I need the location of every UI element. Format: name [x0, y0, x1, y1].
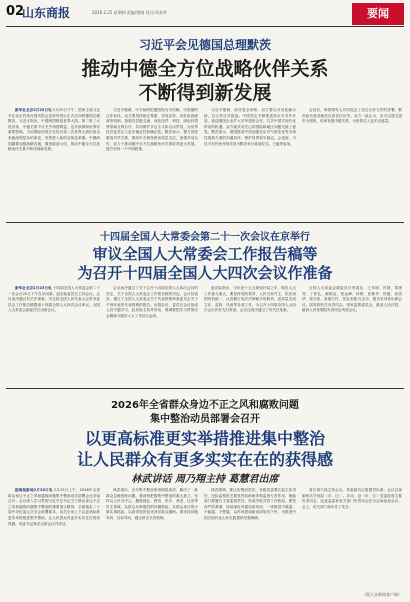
article3-col2-text: 林武指出，去年集中整治取得明显成效，解决了一批群众急难愁盼问题。要深刻把握集中整治的重大意义，坚持以人民为中心，聚焦就业、教育、医疗、养老、住房等民生领域，从群众反映强烈的问题抓起，从群众身边的小事实事抓起，以看得见的变化回应群众期盼。要坚持问题导向、目标导向，健全常态长效机制。	[106, 488, 198, 520]
article1-column-4	[302, 108, 402, 216]
article1-headline-line2: 不断得到新发展	[138, 82, 272, 104]
article3-column-1	[8, 488, 100, 592]
article2-kicker: 十四届全国人大常委会第二十一次会议在京举行	[100, 232, 310, 243]
article2-col3-text: 赵乐际指出，今年是十五五规划开局之年，做好人大工作意义重大。要坚持党的领导、人民当家作主、依法治国有机统一，认真履行宪法法律赋予的职责，高质量完成立法、监督、代表等各项工作，为召开十四届全国人大四次会议作好充分准备。会议还表决通过了有关任免案。	[204, 286, 296, 313]
article1-column-1	[8, 108, 100, 216]
masthead-rule	[6, 26, 404, 27]
article3-credit: （据大众新闻客户端）	[362, 592, 402, 597]
masthead	[6, 3, 404, 25]
article1-column-3	[204, 108, 296, 216]
article1-rule	[6, 222, 404, 223]
article2-headline-line2: 为召开十四届全国人大四次会议作准备	[77, 264, 333, 282]
article1-col4-text: 会谈后，两国领导人共同见证了双边合作文件的签署。默茨此访是其就任以来首次访华。双方一致认为，应当以建交周年为契机，传承发展中德关系，为世界注入更多正能量。	[302, 108, 402, 124]
article2-col4-text: 全国人大常委会副委员长李鸿忠、王东明、肖捷、郑建邦、丁仲礼、郝明金、蔡达峰、何维、武维华、铁凝、彭清华、张庆伟、洛桑江村、雪克来提·扎克尔，秘书长刘奇出席会议。国务院有关负责同志，国家监察委员会、最高人民法院、最高人民检察院负责同志列席会议。	[302, 286, 402, 313]
article1-col2-text: 习近平强调，中方始终把德国视为可信赖、可预期的合作伙伴。双方要坚持相互尊重、求同存异，用好政府磋商等机制，加强各层级交流，深化经贸、科技、绿色转型等领域互利合作，共同维护多边主义和自由贸易，为世界经济复苏注入更多稳定性和确定性。默茨表示，德方高度重视对华关系，愿同中方保持密切高层交往，加强对话合作，致力于推动德中全方位战略伙伴关系取得更大发展。德方坚持一个中国政策。	[106, 108, 198, 152]
article3-col3-text: 林武强调，要压实整治责任，各级党委要扛起主体责任，纪检监察机关要发挥协助职责和监督专责作用，职能部门要履行主管监管责任，形成齐抓共管工作格局。要坚持严的基调，持续深化风腐同查同治，一体推进不敢腐、不能腐、不想腐，以作风建设新成效取信于民，为推进中国式现代化山东实践提供坚强保障。	[204, 488, 296, 520]
article1-column-2	[106, 108, 198, 216]
article2-dateline: 新华社北京2月25日电	[15, 286, 52, 290]
article2-col1-text: 十四届全国人大常委会第二十一次会议25日下午在京闭幕。赵乐际委员长主持会议。会议表决通过有关法律案，决定将全国人民代表大会常务委员会工作报告稿提请十四届全国人大四次会议审议。全国人大常委会副委员长出席会议。	[8, 286, 100, 313]
article3-column-2	[106, 488, 198, 592]
section-tag: 要闻	[352, 3, 404, 25]
article3-column-3	[204, 488, 296, 592]
article1-col3-text: 习近平强调，面对复杂形势，双方要以对话化解分歧，以合作应对挑战。中国坚定不移推进高水平对外开放，欢迎德国企业扩大对华投资合作，共享中国式现代化带来的机遇。双方就共同关心的国际和地区问题交换了意见。默茨表示，德国愿同中国加强在应对气候变化等全球性挑战方面的沟通协作，维护世界和平稳定。会见前，习近平在钓鱼台国宾馆为默茨举行欢迎仪式。王毅等参加。	[204, 108, 296, 146]
article3-kicker-line2: 集中整治动员部署会召开	[150, 414, 260, 425]
article2-column-4	[302, 286, 402, 382]
article3-col1-text: 2月25日上午，2026年全省群众身边不正之风和腐败问题集中整治动员部署会在济南召开。会议深入学习贯彻习近平总书记关于群众身边不正之风和腐败问题集中整治的重要指示精神，全面落实二十届中央纪委五次全会部署要求，动员全省上下以更高标准更实举措推进集中整治，让人民群众有更多实实在在的获得感。省委书记林武出席会议并讲话。	[8, 488, 100, 526]
article1-col1-text: 2月25日下午，国家主席习近平在北京钓鱼台国宾馆会见来华进行正式访问的德国总理默茨。习近平指出，中德两国都是世界大国，第二第三大经济体，中德关系不仅关乎两国利益，也对欧洲和世界有重要影响。当前国际形势正在经历第二次世界大战结束以来最深刻复杂的演变，世界进入新的动荡变革期。中德两国越要加强战略沟通，增进政治互信，推动中德全方位战略伙伴关系不断得到新发展。	[8, 108, 100, 152]
article3-byline: 林武讲话 周乃翔主持 葛慧君出席	[131, 474, 279, 485]
article3-column-4	[302, 488, 402, 584]
article2-rule	[6, 388, 404, 389]
article2-column-2	[106, 286, 198, 382]
issue-meta: 2026.2.25 星期四 责编/曾刚 设计/邓金华	[92, 10, 167, 15]
article1-headline-line1: 推动中德全方位战略伙伴关系	[81, 58, 329, 80]
page-number: 02	[6, 4, 25, 19]
article3-headline-line1: 以更高标准更实举措推进集中整治	[84, 429, 325, 448]
article3-kicker-line1: 2026年全省群众身边不正之风和腐败问题	[111, 400, 299, 411]
article3-dateline: 据海报新闻2月25日电	[15, 488, 53, 492]
article2-column-1	[8, 286, 100, 382]
article3-headline-line2: 让人民群众有更多实实在在的获得感	[76, 450, 333, 469]
paper-name: 山东商报	[22, 6, 71, 20]
article2-column-3	[204, 286, 296, 382]
article3-col4-text: 省长周乃翔主持会议。省委副书记葛慧君出席。会议以视频形式开到县（市、区）。各市、县（市、区）党委政府主要负责同志，纪委监委和有关部门负责同志在分会场参加会议。会上，有关部门和市作了发言。	[302, 488, 402, 509]
article2-col2-text: 会议表决通过了关于召开十四届全国人大四次会议的决定、关于全国人大常委会工作报告稿的决定。会议经表决，通过了全国人大常委会关于代表资格审查委员会关于个别代表的代表资格的报告。闭幕会后，委员长会议组成人员专题学习。赵乐际主持并讲话，强调要把学习贯彻全会精神与做好人大工作结合起来。	[106, 286, 198, 318]
article1-dateline: 新华社北京2月25日电	[15, 108, 52, 112]
article2-headline-line1: 审议全国人大常委会工作报告稿等	[92, 245, 318, 263]
article1-kicker: 习近平会见德国总理默茨	[138, 38, 271, 52]
